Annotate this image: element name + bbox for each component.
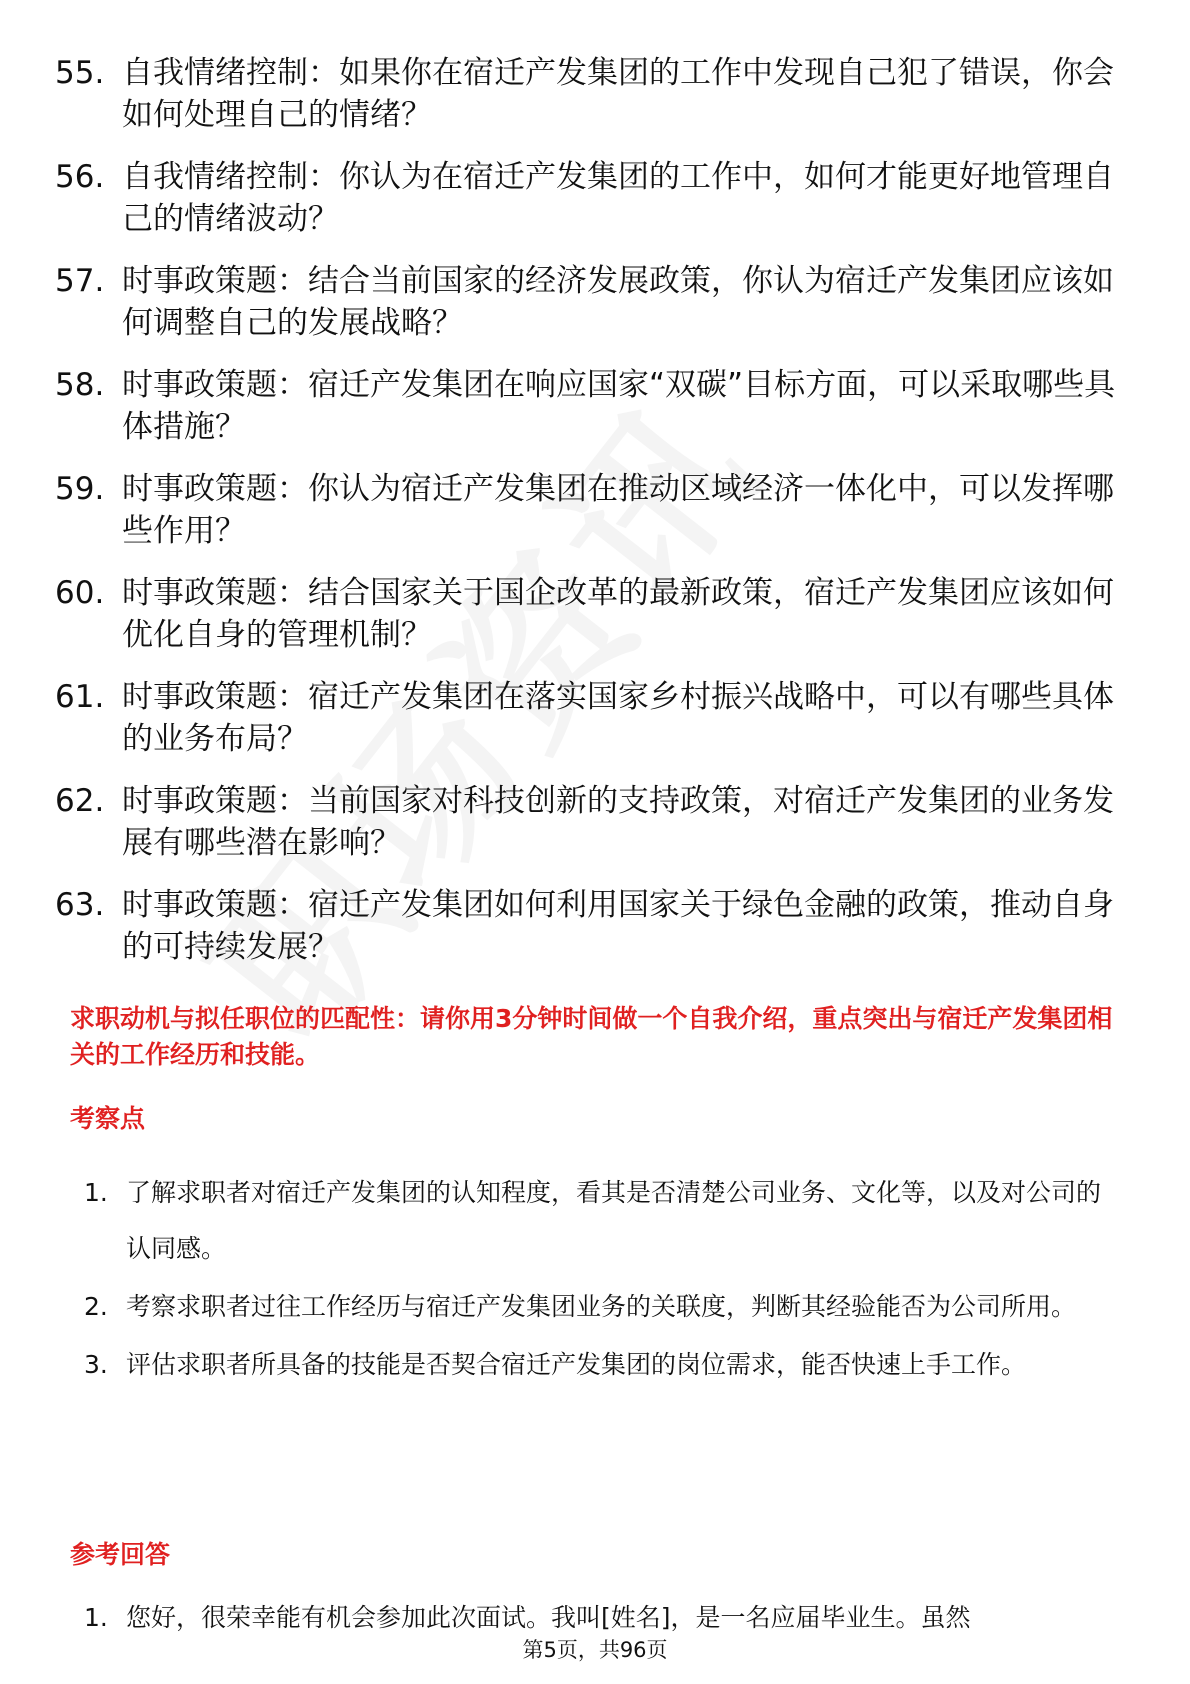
list-item (55, 364, 1135, 448)
list-item (55, 676, 1135, 760)
item-text: 时事政策题：当前国家对科技创新的支持政策，对宿迁产发集团的业务发展有哪些潜在影响？ (122, 783, 1114, 861)
item-number: 58. (55, 367, 105, 403)
featured-question: 求职动机与拟任职位的匹配性：请你用3分钟时间做一个自我介绍，重点突出与宿迁产发集团相关的工作经历和技能。 (70, 1004, 1113, 1069)
list-item (55, 468, 1135, 552)
list-item (55, 52, 1135, 136)
list-item (84, 1279, 1124, 1335)
item-text: 时事政策题：宿迁产发集团如何利用国家关于绿色金融的政策，推动自身的可持续发展？ (122, 887, 1114, 965)
item-text: 您好，很荣幸能有机会参加此次面试。我叫[姓名]，是一名应届毕业生。虽然 (126, 1604, 971, 1632)
page-footer: 第5页，共96页 (0, 1634, 1190, 1664)
item-number: 57. (55, 263, 105, 299)
points-list (84, 1165, 1124, 1395)
item-number: 3. (84, 1350, 108, 1379)
item-text: 了解求职者对宿迁产发集团的认知程度，看其是否清楚公司业务、文化等，以及对公司的认同感。 (126, 1178, 1102, 1263)
item-text: 自我情绪控制：如果你在宿迁产发集团的工作中发现自己犯了错误，你会如何处理自己的情绪？ (122, 55, 1114, 133)
list-item (55, 780, 1135, 864)
item-number: 2. (84, 1292, 108, 1321)
item-number: 62. (55, 783, 105, 819)
item-number: 1. (84, 1604, 108, 1632)
list-item (84, 1337, 1124, 1393)
item-number: 55. (55, 55, 105, 91)
item-text: 时事政策题：结合当前国家的经济发展政策，你认为宿迁产发集团应该如何调整自己的发展战略？ (122, 263, 1114, 341)
item-number: 59. (55, 471, 105, 507)
item-text: 时事政策题：宿迁产发集团在落实国家乡村振兴战略中，可以有哪些具体的业务布局？ (122, 679, 1114, 757)
item-number: 1. (84, 1178, 108, 1207)
list-item (55, 572, 1135, 656)
question-list (55, 52, 1135, 988)
section-heading-answer: 参考回答 (70, 1540, 171, 1569)
answer-item (84, 1604, 1124, 1632)
item-text: 评估求职者所具备的技能是否契合宿迁产发集团的岗位需求，能否快速上手工作。 (126, 1350, 1027, 1379)
item-text: 自我情绪控制：你认为在宿迁产发集团的工作中，如何才能更好地管理自己的情绪波动？ (122, 159, 1114, 237)
item-number: 56. (55, 159, 105, 195)
item-text: 时事政策题：宿迁产发集团在响应国家“双碳”目标方面，可以采取哪些具体措施？ (122, 367, 1116, 445)
list-item (55, 260, 1135, 344)
list-item (55, 884, 1135, 968)
item-number: 60. (55, 575, 105, 611)
item-text: 时事政策题：你认为宿迁产发集团在推动区域经济一体化中，可以发挥哪些作用？ (122, 471, 1114, 549)
item-text: 考察求职者过往工作经历与宿迁产发集团业务的关联度，判断其经验能否为公司所用。 (126, 1292, 1077, 1321)
item-text: 时事政策题：结合国家关于国企改革的最新政策，宿迁产发集团应该如何优化自身的管理机制？ (122, 575, 1114, 653)
list-item (84, 1165, 1124, 1277)
section-heading-points: 考察点 (70, 1104, 146, 1133)
item-number: 63. (55, 887, 105, 923)
item-number: 61. (55, 679, 105, 715)
list-item (55, 156, 1135, 240)
